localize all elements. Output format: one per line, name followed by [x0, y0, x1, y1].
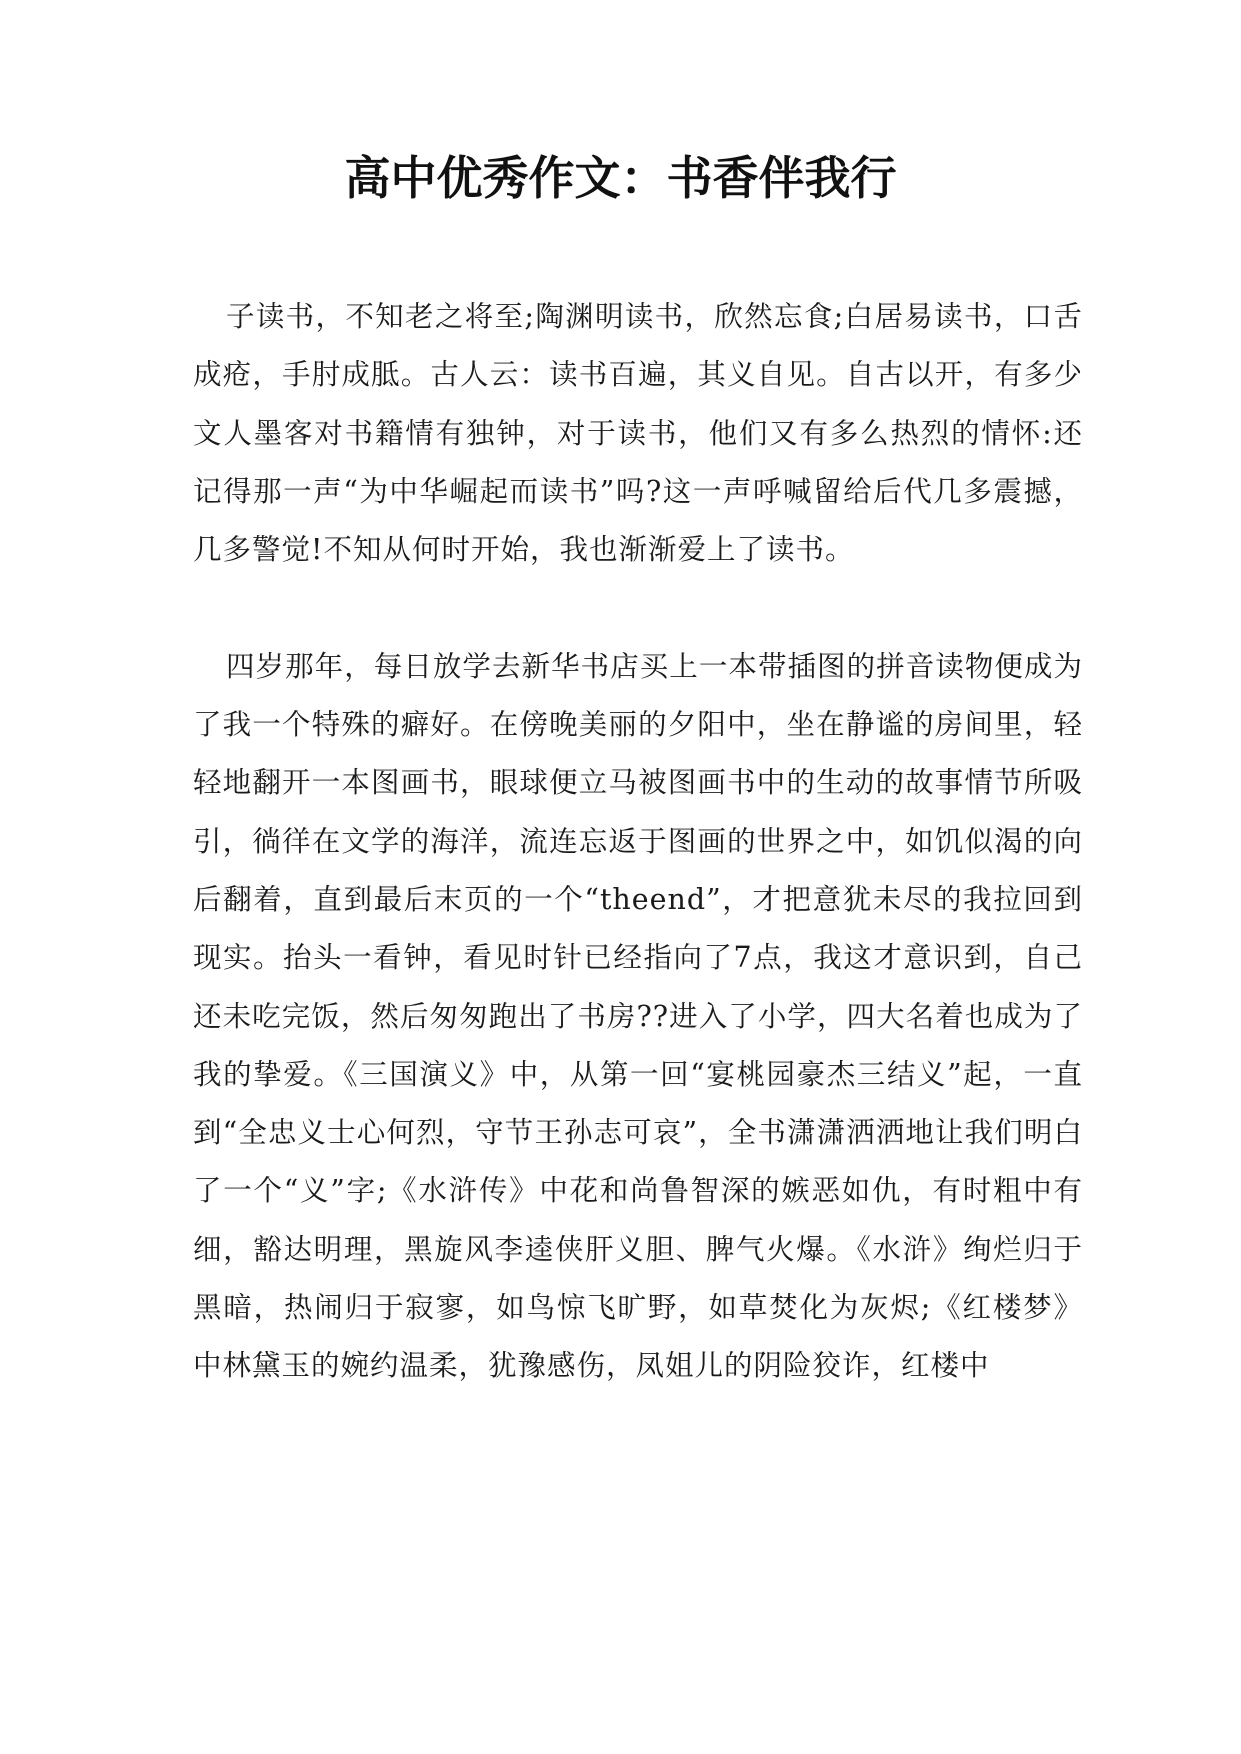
document-body	[193, 288, 1083, 1396]
paragraph-1: 子读书，不知老之将至;陶渊明读书，欣然忘食;白居易读书，口舌成疮，手肘成胝。古人云：读书百遍，其义自见。自古以开，有多少文人墨客对书籍情有独钟，对于读书，他们又有多么热烈的情怀:还记得那一声“为中华崛起而读书”吗?这一声呼喊留给后代几多震撼，几多警觉!不知从何时开始，我也渐渐爱上了读书。	[193, 300, 1083, 567]
paragraph-2: 四岁那年，每日放学去新华书店买上一本带插图的拼音读物便成为了我一个特殊的癖好。在傍晚美丽的夕阳中，坐在静谧的房间里，轻轻地翻开一本图画书，眼球便立马被图画书中的生动的故事情节所吸引，徜徉在文学的海洋，流连忘返于图画的世界之中，如饥似渴的向后翻着，直到最后末页的一个“theend”，才把意犹未尽的我拉回到现实。抬头一看钟，看见时针已经指向了7点，我这才意识到，自己还未吃完饭，然后匆匆跑出了书房??进入了小学，四大名着也成为了我的挚爱。《三国演义》中，从第一回“宴桃园豪杰三结义”起，一直到“全忠义士心何烈，守节王孙志可哀”，全书潇潇洒洒地让我们明白了一个“义”字;《水浒传》中花和尚鲁智深的嫉恶如仇，有时粗中有细，豁达明理，黑旋风李逵侠肝义胆、脾气火爆。《水浒》绚烂归于黑暗，热闹归于寂寥，如鸟惊飞旷野，如草焚化为灰烬;《红楼梦》中林黛玉的婉约温柔，犹豫感伤，凤姐儿的阴险狡诈，红楼中	[193, 649, 1083, 1383]
document-title: 高中优秀作文：书香伴我行	[344, 151, 897, 205]
